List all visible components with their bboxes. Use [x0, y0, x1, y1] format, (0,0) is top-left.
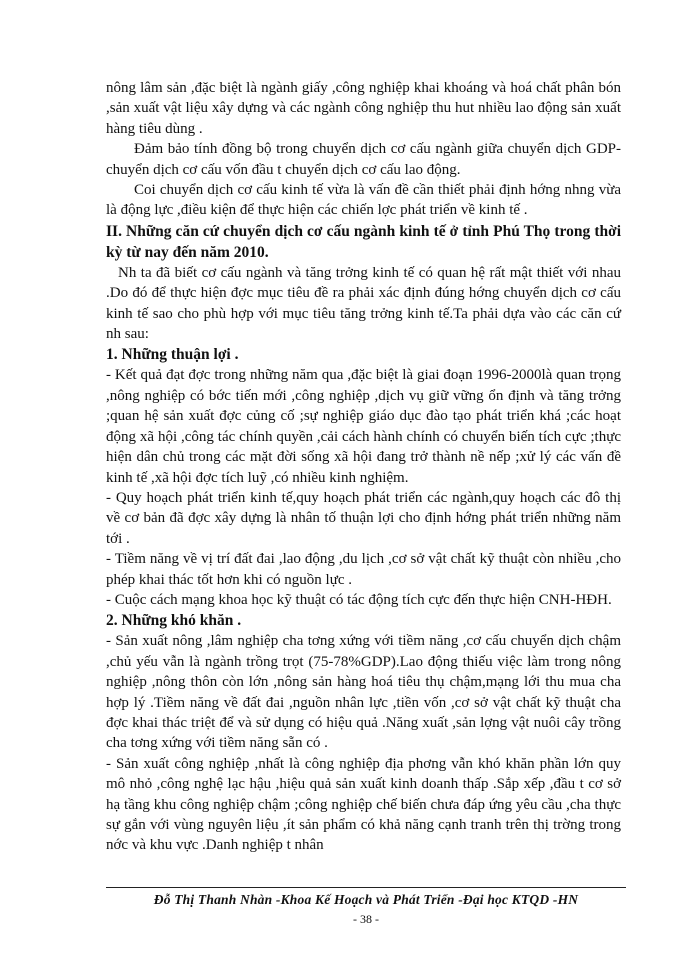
- bullet-paragraph: - Sản xuất công nghiệp ,nhất là công nghiệp địa phơng vẫn khó khăn phần lớn quy mô nhỏ ,công nghệ lạc hậu ,hiệu quả sản xuất kinh doanh thấp .Sắp xếp ,đầu t cơ sở hạ tầng khu công nghiệp chậm ;công nghiệp chế biến chưa đáp ứng yêu cầu ,cha thực sự gắn với vùng nguyên liệu ,ít sản phẩm có khả năng cạnh tranh trên thị trờng trong nớc và khu vực .Danh nghiệp t nhân: [106, 755, 621, 854]
- paragraph: Đảm bảo tính đồng bộ trong chuyển dịch cơ cấu ngành giữa chuyển dịch GDP-chuyển dịch cơ cấu vốn đầu t chuyển dịch cơ cấu lao động.: [106, 141, 621, 178]
- bullet-paragraph: - Tiềm năng về vị trí đất đai ,lao động ,du lịch ,cơ sở vật chất kỹ thuật còn nhiều ,cho phép khai thác tốt hơn khi có nguồn lực .: [106, 551, 621, 588]
- paragraph: nông lâm sản ,đặc biệt là ngành giấy ,công nghiệp khai khoáng và hoá chất phân bón ,sản xuất vật liệu xây dựng và các ngành công nghiệp thu hut nhiều lao động sản xuất hàng tiêu dùng .: [106, 80, 621, 137]
- subsection-heading: 1. Những thuận lợi .: [106, 346, 239, 364]
- paragraph: Coi chuyển dịch cơ cấu kinh tế vừa là vấn đề cần thiết phải định hớng nhng vừa là động lực ,điều kiện để thực hiện các chiến lợc phát triển về kinh tế .: [106, 182, 621, 219]
- bullet-paragraph: - Sản xuất nông ,lâm nghiệp cha tơng xứng với tiềm năng ,cơ cấu chuyển dịch chậm ,chủ yếu vẫn là ngành trồng trọt (75-78%GDP).Lao động thiếu việc làm trong nông nghiệp ,nông thôn còn lớn ,nông sản hàng hoá tiêu thụ chậm,mạng lới thu mua cha hợp lý .Tiềm năng về đất đai ,nguồn nhân lực ,tiền vốn ,cơ sở vật chất kỹ thuật cha đợc khai thác triệt để và sử dụng có hiệu quả .Năng xuất ,sản lợng vật nuôi cây trồng cha tơng xứng với tiềm năng sẵn có .: [106, 633, 621, 752]
- bullet-paragraph: - Cuộc cách mạng khoa học kỹ thuật có tác động tích cực đến thực hiện CNH-HĐH.: [106, 591, 612, 608]
- page-body: [106, 78, 621, 856]
- section-heading: II. Những căn cứ chuyển dịch cơ cấu ngành kinh tế ở tỉnh Phú Thọ trong thời kỳ từ nay đến năm 2010.: [106, 222, 621, 261]
- paragraph: Nh ta đã biết cơ cấu ngành và tăng trởng kinh tế có quan hệ rất mật thiết với nhau .Do đó để thực hiện đợc mục tiêu đề ra phải xác định đúng hớng chuyển dịch cơ cấu kinh tế sao cho phù hợp với mục tiêu tăng trởng kinh tế.Ta phải dựa vào các căn cứ nh sau:: [106, 264, 621, 343]
- subsection-heading: 2. Những khó khăn .: [106, 612, 242, 630]
- bullet-paragraph: - Quy hoạch phát triển kinh tế,quy hoạch phát triển các ngành,quy hoạch các đô thị về cơ bản đã đợc xây dựng là nhân tố thuận lợi cho định hớng phát triển những năm tới .: [106, 489, 621, 547]
- footer-author: Đỗ Thị Thanh Nhàn -Khoa Kế Hoạch và Phát Triển -Đại học KTQD -HN: [153, 892, 579, 907]
- bullet-paragraph: - Kết quả đạt đợc trong những năm qua ,đặc biệt là giai đoạn 1996-2000là quan trọng ,nông nghiệp có bớc tiến mới ,công nghiệp ,dịch vụ giữ vững ổn định và tăng trởng ;quan hệ sản xuất đợc củng cố ;sự nghiệp giáo dục đào tạo phát triển khá ;các hoạt động xã hội ,công tác chính quyền ,cải cách hành chính có chuyển biến tích cực ;thực hiện dân chủ trong các mặt đời sống xã hội đang trở thành nề nếp ;xử lý các vấn đề kinh tế ,xã hội đợc tích luỹ ,có nhiều kinh nghiệm.: [106, 367, 621, 486]
- footer-divider: [106, 887, 626, 888]
- page-number: - 38 -: [353, 912, 379, 926]
